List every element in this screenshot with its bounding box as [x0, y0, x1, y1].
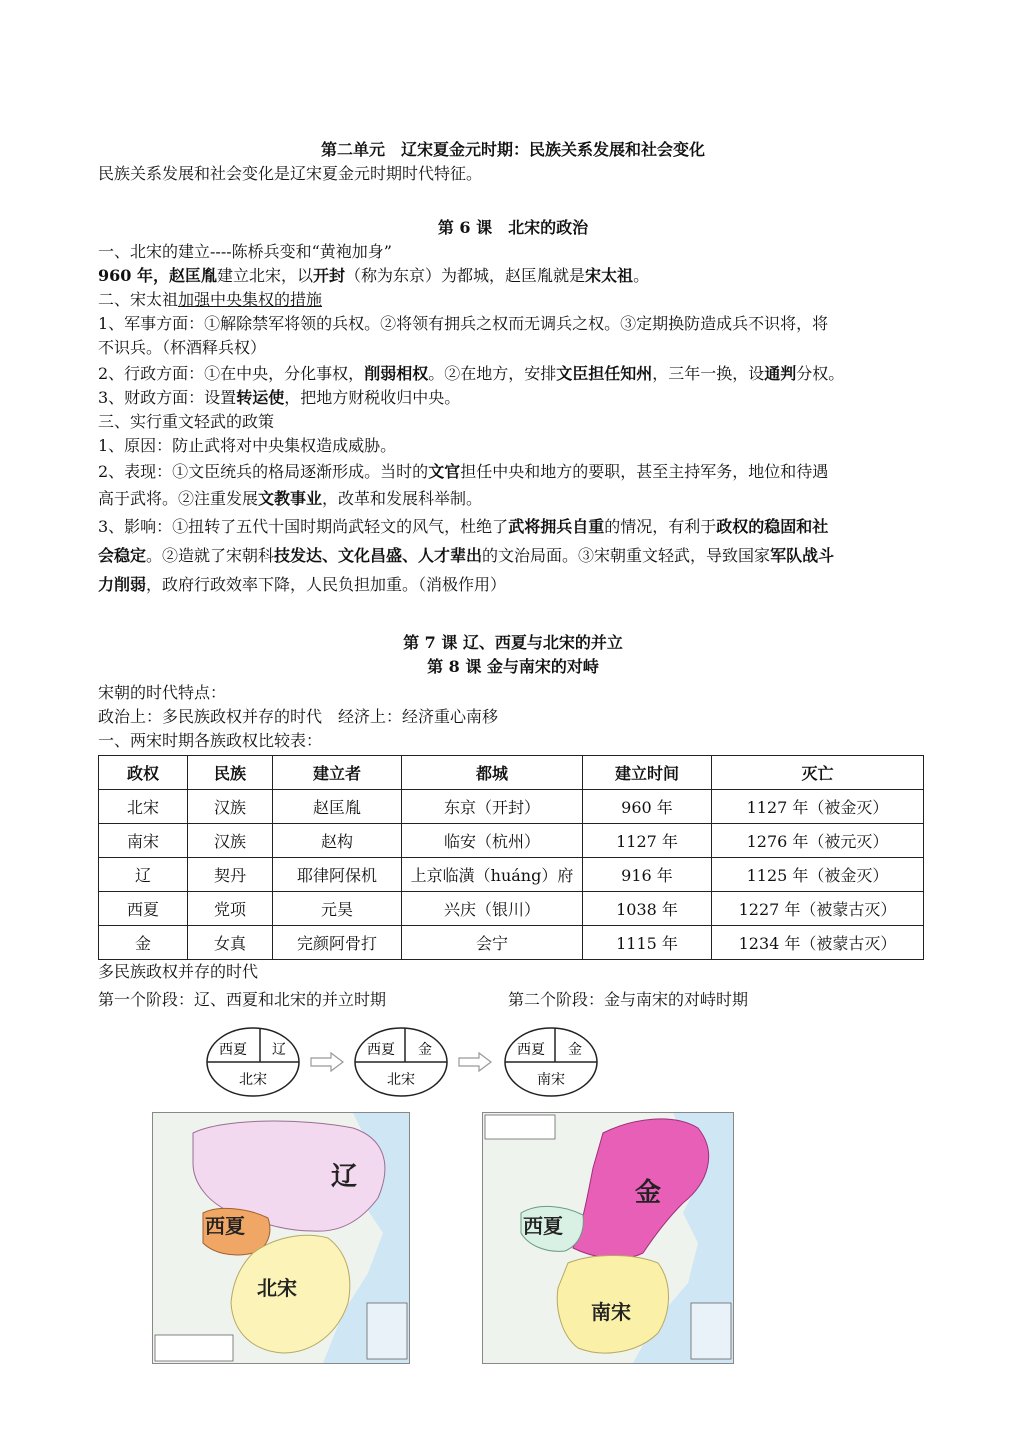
table-cell: 赵匡胤	[273, 790, 402, 824]
table-row	[99, 858, 924, 892]
table-cell: 上京临潢（huáng）府	[402, 858, 583, 892]
table-cell: 金	[99, 926, 188, 960]
s3-performance-cont: 高于武将。②注重发展文教事业，改革和发展科举制。	[98, 489, 483, 508]
song-features-heading: 宋朝的时代特点：	[98, 683, 227, 702]
table-cell: 916 年	[583, 858, 712, 892]
map1-legend	[155, 1335, 233, 1361]
map1-xixia-label: 西夏	[205, 1214, 245, 1238]
table-header: 都城	[402, 756, 583, 790]
table-cell: 1127 年	[583, 824, 712, 858]
s2-military: 1、军事方面：①解除禁军将领的兵权。②将领有拥兵之权而无调兵之权。③定期换防造成兵不识将，将	[98, 314, 829, 333]
table-cell: 党项	[188, 892, 273, 926]
map1-beisong-label: 北宋	[257, 1276, 297, 1300]
arrow-icon	[459, 1053, 491, 1071]
table-cell: 耶律阿保机	[273, 858, 402, 892]
stage2-label: 第二个阶段：金与南宋的对峙时期	[508, 990, 749, 1009]
arrow-icon	[311, 1053, 343, 1071]
table-row	[99, 824, 924, 858]
s3-impact: 3、影响：①扭转了五代十国时期尚武轻文的风气，杜绝了武将拥兵自重的情况，有利于政权的稳固和社	[98, 517, 829, 536]
table-header: 灭亡	[712, 756, 924, 790]
table-cell: 汉族	[188, 824, 273, 858]
regime-comparison-table	[98, 755, 924, 960]
table-cell: 会宁	[402, 926, 583, 960]
table-row	[99, 892, 924, 926]
table-header: 政权	[99, 756, 188, 790]
table-cell: 南宋	[99, 824, 188, 858]
c1-xixia: 西夏	[219, 1041, 247, 1057]
table-cell: 元昊	[273, 892, 402, 926]
table-heading: 一、两宋时期各族政权比较表：	[98, 731, 323, 750]
table-header-row	[99, 756, 924, 790]
s1-paragraph: 960 年，赵匡胤建立北宋，以开封（称为东京）为都城，赵匡胤就是宋太祖。	[98, 266, 650, 285]
table-row	[99, 926, 924, 960]
table-cell: 辽	[99, 858, 188, 892]
s2-military-cont: 不识兵。（杯酒释兵权）	[98, 338, 267, 357]
table-cell: 西夏	[99, 892, 188, 926]
regime-transition-diagram	[205, 1022, 625, 1102]
c2-xixia: 西夏	[367, 1041, 395, 1057]
stages-row	[98, 988, 928, 1012]
table-row	[99, 790, 924, 824]
c1-beisong: 北宋	[239, 1071, 267, 1087]
table-header: 建立时间	[583, 756, 712, 790]
map1-inset	[367, 1303, 407, 1359]
table-cell: 1276 年（被元灭）	[712, 824, 924, 858]
map2-legend	[485, 1115, 555, 1139]
table-cell: 汉族	[188, 790, 273, 824]
s2-finance: 3、财政方面：设置转运使，把地方财税收归中央。	[98, 388, 461, 407]
document-page	[98, 138, 928, 1012]
c1-liao: 辽	[272, 1041, 286, 1057]
map2-inset	[691, 1303, 731, 1359]
table-cell: 1127 年（被金灭）	[712, 790, 924, 824]
c3-nansong: 南宋	[537, 1071, 565, 1087]
map-jin-xixia-nansong	[482, 1112, 734, 1364]
table-cell: 1234 年（被蒙古灭）	[712, 926, 924, 960]
table-cell: 1125 年（被金灭）	[712, 858, 924, 892]
c2-jin: 金	[418, 1041, 432, 1057]
unit-intro: 民族关系发展和社会变化是辽宋夏金元时期时代特征。	[98, 164, 483, 183]
circle-diagram-2	[355, 1028, 447, 1096]
s3-impact-cont2: 力削弱，政府行政效率下降，人民负担加重。（消极作用）	[98, 575, 507, 594]
map-liao-xixia-beisong	[152, 1112, 410, 1364]
c3-jin: 金	[568, 1041, 582, 1057]
table-cell: 完颜阿骨打	[273, 926, 402, 960]
table-cell: 兴庆（银川）	[402, 892, 583, 926]
table-cell: 1227 年（被蒙古灭）	[712, 892, 924, 926]
s3-impact-cont: 会稳定。②造就了宋朝科技发达、文化昌盛、人才辈出的文治局面。③宋朝重文轻武，导致国家军队战斗	[98, 546, 835, 565]
table-header: 民族	[188, 756, 273, 790]
c2-beisong: 北宋	[387, 1071, 415, 1087]
lesson7-title: 第 7 课 辽、西夏与北宋的并立	[403, 633, 623, 652]
c3-xixia: 西夏	[517, 1041, 545, 1057]
map2-xixia-label: 西夏	[523, 1214, 563, 1238]
table-cell: 赵构	[273, 824, 402, 858]
s2-admin: 2、行政方面：①在中央，分化事权，削弱相权。②在地方，安排文臣担任知州，三年一换，设通判分权。	[98, 364, 845, 383]
table-cell: 1038 年	[583, 892, 712, 926]
s3-reason: 1、原因：防止武将对中央集权造成威胁。	[98, 436, 397, 455]
table-cell: 北宋	[99, 790, 188, 824]
table-cell: 东京（开封）	[402, 790, 583, 824]
s1-heading: 一、北宋的建立----陈桥兵变和“黄袍加身”	[98, 242, 392, 261]
lesson8-title: 第 8 课 金与南宋的对峙	[427, 657, 599, 676]
map1-liao-label: 辽	[331, 1162, 358, 1192]
stage1-label: 第一个阶段：辽、西夏和北宋的并立时期	[98, 990, 387, 1009]
unit-title: 第二单元 辽宋夏金元时期：民族关系发展和社会变化	[320, 140, 705, 159]
table-header: 建立者	[273, 756, 402, 790]
s2-heading: 二、宋太祖加强中央集权的措施	[98, 290, 323, 309]
table-cell: 契丹	[188, 858, 273, 892]
circle-diagram-1	[207, 1028, 299, 1096]
lesson6-title: 第 6 课 北宋的政治	[437, 218, 589, 237]
map2-jin-label: 金	[635, 1178, 662, 1208]
table-cell: 女真	[188, 926, 273, 960]
s3-performance: 2、表现：①文臣统兵的格局逐渐形成。当时的文官担任中央和地方的要职，甚至主持军务，地位和待遇	[98, 462, 829, 481]
table-cell: 1115 年	[583, 926, 712, 960]
table-cell: 临安（杭州）	[402, 824, 583, 858]
circle-diagram-3	[505, 1028, 597, 1096]
multi-era-label: 多民族政权并存的时代	[98, 962, 259, 981]
map2-nansong-label: 南宋	[591, 1300, 631, 1324]
song-features-line: 政治上：多民族政权并存的时代 经济上：经济重心南移	[98, 707, 499, 726]
table-cell: 960 年	[583, 790, 712, 824]
s3-heading: 三、实行重文轻武的政策	[98, 412, 275, 431]
